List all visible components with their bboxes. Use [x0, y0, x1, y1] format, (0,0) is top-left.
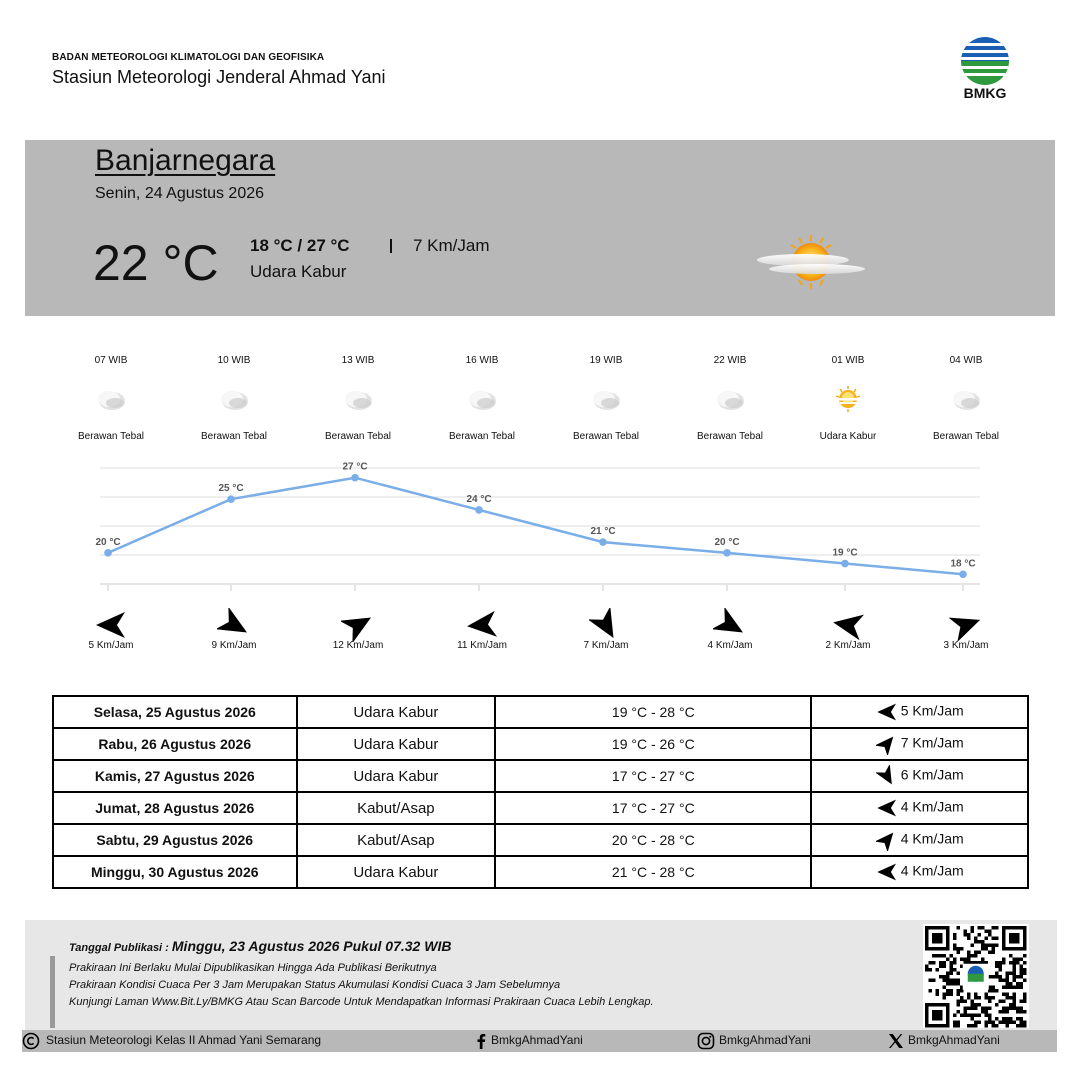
hour-condition: Berawan Tebal [201, 431, 267, 442]
cloud-icon [95, 385, 127, 413]
wind-direction-icon [876, 861, 898, 883]
separator [390, 239, 392, 253]
temperature-point [104, 549, 112, 557]
hour-condition: Berawan Tebal [78, 431, 144, 442]
day-wind [811, 856, 1028, 888]
table-row [53, 824, 1028, 856]
current-wind: 7 Km/Jam [413, 236, 490, 255]
day-date: Minggu, 30 Agustus 2026 [53, 856, 297, 888]
hour-condition: Berawan Tebal [933, 431, 999, 442]
temperature-label: 24 °C [466, 493, 492, 505]
qr-finder [925, 1003, 950, 1028]
hour-label: 10 WIB [217, 355, 251, 366]
wind-direction-icon [465, 608, 499, 642]
qr-finder [925, 926, 950, 951]
day-wind [811, 728, 1028, 760]
hour-label: 13 WIB [341, 355, 375, 366]
hour-label: 19 WIB [589, 355, 623, 366]
station-name: Stasiun Meteorologi Jenderal Ahmad Yani [52, 67, 386, 87]
day-date: Selasa, 25 Agustus 2026 [53, 696, 297, 728]
current-date: Senin, 24 Agustus 2026 [95, 185, 265, 202]
wind-direction-icon [589, 608, 623, 642]
current-temperature: 22 °C [93, 235, 219, 291]
note-accumulation: Prakiraan Kondisi Cuaca Per 3 Jam Merupakan Status Akumulasi Kondisi Cuaca 3 Jam Sebelumnya [69, 979, 561, 991]
table-row [53, 856, 1028, 888]
hour-condition: Berawan Tebal [697, 431, 763, 442]
day-wind [811, 792, 1028, 824]
temperature-point [475, 506, 483, 514]
note-visit: Kunjungi Laman Www.Bit.Ly/BMKG Atau Scan Barcode Untuk Mendapatkan Informasi Prakiraan Cuaca Lebih Lengkap. [69, 996, 654, 1008]
temperature-point [227, 495, 235, 503]
temperature-label: 20 °C [714, 536, 740, 548]
facebook-handle[interactable]: BmkgAhmadYani [491, 1033, 583, 1047]
wind-speed: 11 Km/Jam [457, 640, 507, 651]
temperature-label: 27 °C [342, 461, 368, 473]
temperature-chart [0, 455, 1080, 600]
qr-finder [1002, 926, 1027, 951]
sun-haze-icon [832, 385, 864, 413]
day-temperature: 19 °C - 28 °C [495, 696, 811, 728]
publication-value: Minggu, 23 Agustus 2026 Pukul 07.32 WIB [171, 938, 452, 954]
wind-speed: 7 Km/Jam [583, 640, 629, 651]
day-date: Jumat, 28 Agustus 2026 [53, 792, 297, 824]
day-date: Rabu, 26 Agustus 2026 [53, 728, 297, 760]
hour-label: 22 WIB [713, 355, 747, 366]
day-wind-speed: 4 Km/Jam [900, 830, 964, 847]
sun-behind-haze-icon [753, 233, 871, 293]
day-temperature: 17 °C - 27 °C [495, 792, 811, 824]
hour-condition: Berawan Tebal [449, 431, 515, 442]
hour-label: 01 WIB [831, 355, 865, 366]
table-row [53, 792, 1028, 824]
city-name: Banjarnegara [95, 144, 276, 177]
x-handle[interactable]: BmkgAhmadYani [908, 1033, 1000, 1047]
wind-speed: 9 Km/Jam [211, 640, 257, 651]
wind-direction-icon [341, 608, 375, 642]
cloud-icon [950, 385, 982, 413]
day-date: Sabtu, 29 Agustus 2026 [53, 824, 297, 856]
wind-direction-icon [217, 608, 251, 642]
wind-speed: 12 Km/Jam [332, 640, 384, 651]
day-condition: Udara Kabur [297, 760, 496, 792]
day-condition: Udara Kabur [297, 856, 496, 888]
day-condition: Udara Kabur [297, 728, 496, 760]
x-icon[interactable] [887, 1032, 905, 1050]
org-name: BADAN METEOROLOGI KLIMATOLOGI DAN GEOFISIKA [52, 52, 325, 63]
wind-direction-icon [831, 608, 865, 642]
day-wind-speed: 7 Km/Jam [900, 734, 964, 751]
table-row [53, 696, 1028, 728]
cloud-icon [218, 385, 250, 413]
hour-label: 04 WIB [949, 355, 983, 366]
publication-label: Tanggal Publikasi : [69, 942, 172, 954]
table-row [53, 760, 1028, 792]
temperature-point [723, 549, 731, 557]
copyright-icon [22, 1032, 40, 1050]
temperature-point [959, 570, 967, 578]
day-condition: Kabut/Asap [297, 792, 496, 824]
day-condition: Udara Kabur [297, 696, 496, 728]
wind-speed: 4 Km/Jam [707, 640, 753, 651]
day-temperature: 21 °C - 28 °C [495, 856, 811, 888]
temperature-label: 20 °C [95, 536, 121, 548]
day-wind [811, 824, 1028, 856]
wind-speed: 3 Km/Jam [943, 640, 989, 651]
wind-direction-icon [876, 797, 898, 819]
instagram-icon[interactable] [697, 1032, 715, 1050]
day-wind-speed: 4 Km/Jam [900, 798, 964, 815]
cloud-icon [342, 385, 374, 413]
day-wind [811, 760, 1028, 792]
wind-direction-icon [949, 608, 983, 642]
qr-center-logo-icon [963, 964, 989, 990]
wind-direction-icon [876, 701, 898, 723]
day-date: Kamis, 27 Agustus 2026 [53, 760, 297, 792]
wind-speed: 2 Km/Jam [825, 640, 871, 651]
day-temperature: 20 °C - 28 °C [495, 824, 811, 856]
publication-footer [25, 920, 1057, 1030]
day-wind-speed: 4 Km/Jam [900, 862, 964, 879]
wind-speed: 5 Km/Jam [88, 640, 134, 651]
social-bar [22, 1030, 1057, 1052]
hour-condition: Berawan Tebal [573, 431, 639, 442]
bmkg-logo [955, 35, 1017, 103]
current-condition: Udara Kabur [250, 262, 347, 281]
cloud-icon [466, 385, 498, 413]
temperature-label: 21 °C [590, 526, 616, 538]
hour-condition: Berawan Tebal [325, 431, 391, 442]
copyright-text: Stasiun Meteorologi Kelas II Ahmad Yani Semarang [46, 1033, 322, 1047]
temperature-label: 19 °C [832, 547, 858, 559]
current-weather-panel [25, 140, 1055, 316]
day-temperature: 17 °C - 27 °C [495, 760, 811, 792]
wind-direction-icon [876, 829, 898, 851]
temperature-point [351, 474, 359, 482]
temperature-label: 25 °C [218, 483, 244, 495]
wind-direction-icon [876, 765, 898, 787]
day-wind-speed: 6 Km/Jam [900, 766, 964, 783]
cloud-icon [714, 385, 746, 413]
bmkg-logo-icon [955, 35, 1015, 85]
note-validity: Prakiraan Ini Berlaku Mulai Dipublikasikan Hingga Ada Publikasi Berikutnya [69, 962, 437, 974]
day-wind-speed: 5 Km/Jam [900, 702, 964, 719]
hour-label: 07 WIB [94, 355, 128, 366]
temperature-point [841, 560, 849, 568]
logo-text: BMKG [963, 85, 1007, 101]
day-wind [811, 696, 1028, 728]
facebook-icon[interactable] [472, 1032, 490, 1050]
instagram-handle[interactable]: BmkgAhmadYani [719, 1033, 811, 1047]
min-max-temperature: 18 °C / 27 °C [250, 236, 350, 255]
hour-label: 16 WIB [465, 355, 499, 366]
wind-direction-icon [876, 733, 898, 755]
wind-direction-icon [713, 608, 747, 642]
day-temperature: 19 °C - 26 °C [495, 728, 811, 760]
day-condition: Kabut/Asap [297, 824, 496, 856]
cloud-icon [590, 385, 622, 413]
temperature-label: 18 °C [950, 558, 976, 570]
daily-forecast-table [52, 695, 1029, 889]
qr-code-icon[interactable] [923, 924, 1029, 1028]
hour-condition: Udara Kabur [819, 431, 877, 442]
wind-direction-icon [94, 608, 128, 642]
accent-bar [50, 956, 55, 1028]
temperature-point [599, 538, 607, 546]
publication-date [69, 938, 451, 954]
table-row [53, 728, 1028, 760]
